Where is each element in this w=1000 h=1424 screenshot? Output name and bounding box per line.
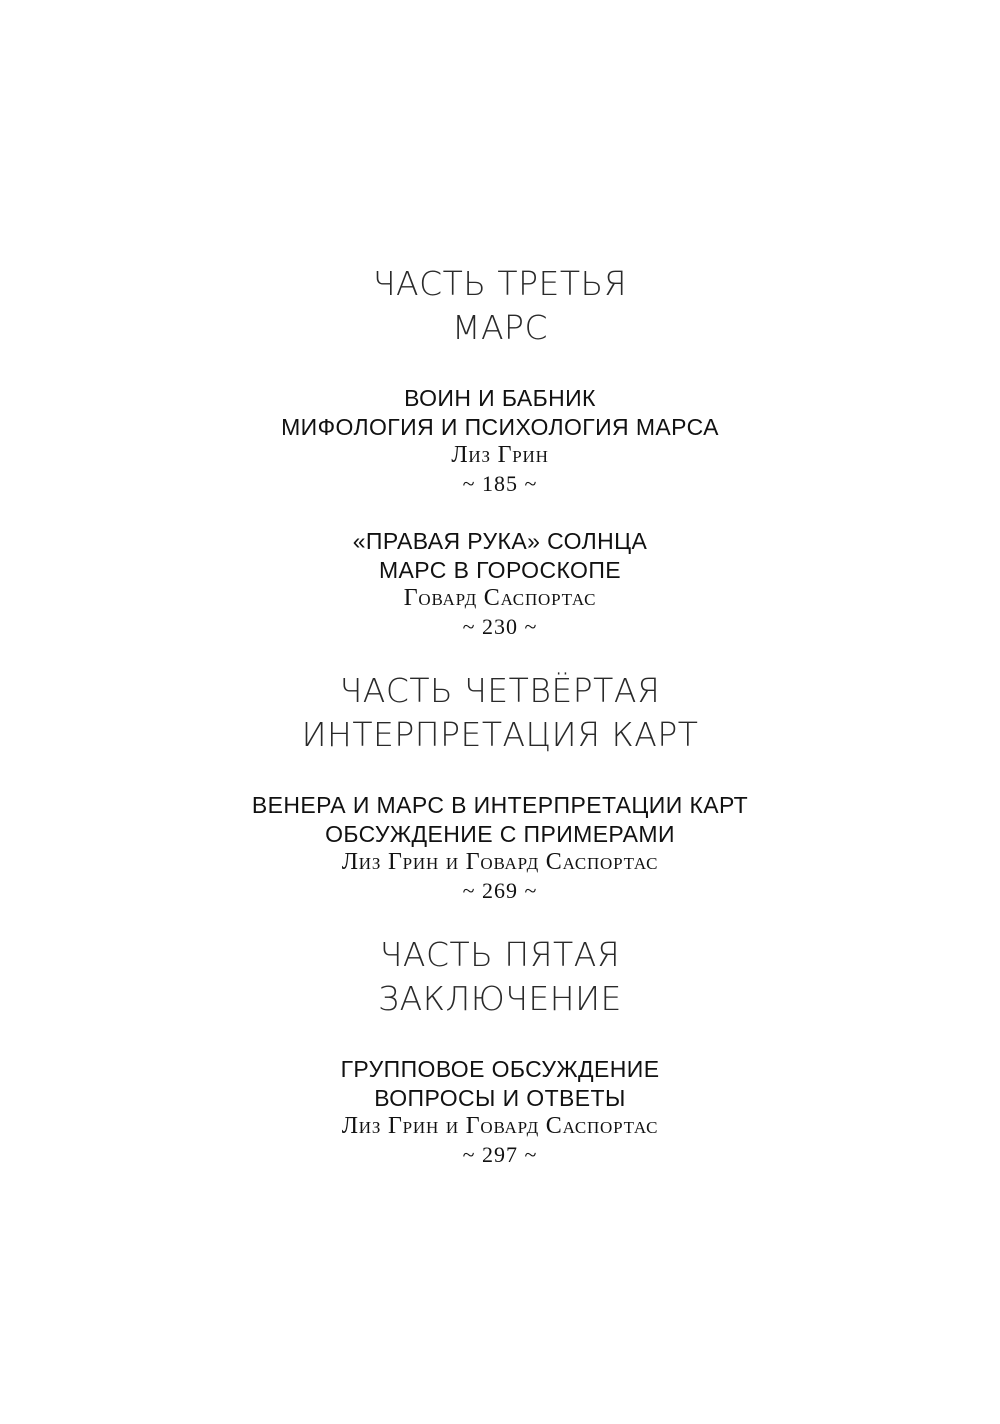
part-title: ИНТЕРПРЕТАЦИЯ КАРТ: [301, 715, 699, 754]
table-of-contents: [0, 262, 1000, 1169]
toc-part-five: [0, 933, 1000, 1169]
entry-page-number: ~ 297 ~: [462, 1141, 538, 1167]
entry-page-number: ~ 230 ~: [462, 613, 538, 639]
entry-author: Говард Саспортас: [403, 585, 597, 611]
entry-title-line: «ПРАВАЯ РУКА» СОЛНЦА: [352, 528, 648, 554]
part-title: МАРС: [452, 308, 548, 347]
entry-subtitle-line: МИФОЛОГИЯ И ПСИХОЛОГИЯ МАРСА: [281, 413, 719, 440]
entry-subtitle-line: МАРС В ГОРОСКОПЕ: [378, 556, 621, 583]
part-spacer: [0, 641, 1000, 669]
entry-page-number: ~ 269 ~: [462, 877, 538, 903]
entry-subtitle-line: ОБСУЖДЕНИЕ С ПРИМЕРАМИ: [325, 820, 675, 847]
entry-author: Лиз Грин: [451, 442, 549, 468]
entry-page-number: ~ 185 ~: [462, 470, 538, 496]
toc-part-four: [0, 669, 1000, 905]
part-number: ЧАСТЬ ЧЕТВЁРТАЯ: [339, 671, 661, 710]
toc-entry[interactable]: [0, 1055, 1000, 1169]
entry-subtitle-line: ВОПРОСЫ И ОТВЕТЫ: [374, 1084, 626, 1111]
part-number: ЧАСТЬ ТРЕТЬЯ: [372, 264, 628, 303]
toc-entry[interactable]: [0, 384, 1000, 498]
part-number: ЧАСТЬ ПЯТАЯ: [379, 935, 621, 974]
part-title: ЗАКЛЮЧЕНИЕ: [378, 979, 622, 1018]
entry-title-line: ГРУППОВОЕ ОБСУЖДЕНИЕ: [340, 1056, 660, 1082]
entry-title-line: ВЕНЕРА И МАРС В ИНТЕРПРЕТАЦИИ КАРТ: [251, 792, 749, 818]
entry-title-line: ВОИН И БАБНИК: [404, 385, 596, 411]
toc-part-three: [0, 262, 1000, 641]
part-spacer: [0, 905, 1000, 933]
toc-entry[interactable]: [0, 791, 1000, 905]
entry-author: Лиз Грин и Говард Саспортас: [341, 849, 659, 875]
entry-author: Лиз Грин и Говард Саспортас: [341, 1113, 659, 1139]
toc-entry[interactable]: [0, 527, 1000, 641]
